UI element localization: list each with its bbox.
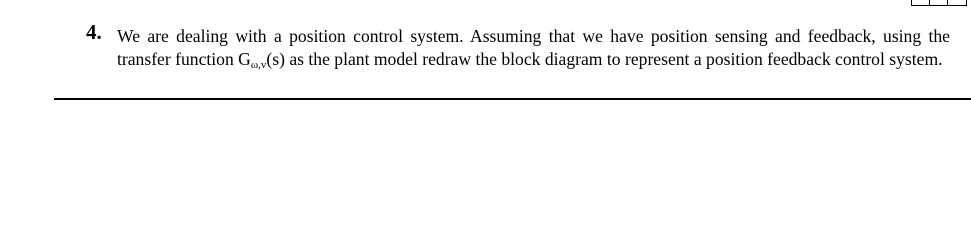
question-number: 4.	[86, 20, 102, 44]
transfer-function-subscript: ω,v	[250, 58, 267, 71]
answer-area-border	[54, 98, 971, 100]
question-text	[117, 25, 950, 70]
question-text-part: We are dealing with a position control system. Assuming that we have position sensing and feedback, using the transfer function G	[117, 26, 950, 69]
question-text-part: (s) as the plant model redraw the block diagram to represent a position feedback control system.	[266, 48, 943, 69]
answer-box	[911, 0, 967, 6]
answer-box-cell	[912, 0, 930, 5]
answer-box-cell	[930, 0, 948, 5]
